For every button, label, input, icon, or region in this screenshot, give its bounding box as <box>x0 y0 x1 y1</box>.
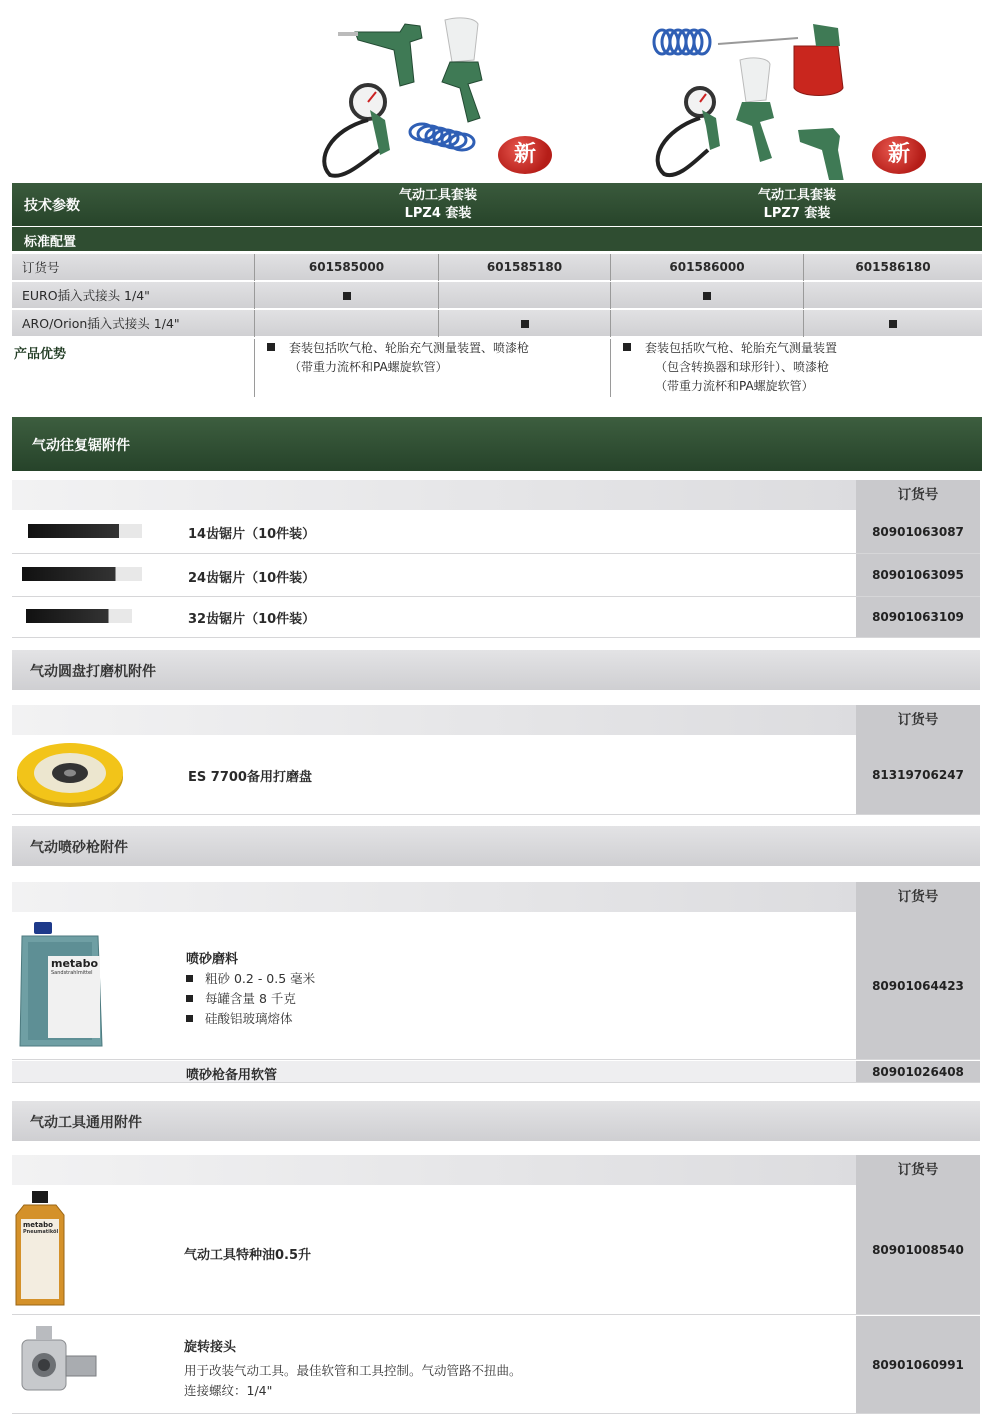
check-mark-icon <box>889 320 897 328</box>
item-name: 32齿锯片（10件装） <box>188 612 316 627</box>
saw-blade-image <box>26 609 132 623</box>
new-badge-lpz4: 新 <box>498 136 552 174</box>
check-mark-icon <box>703 292 711 300</box>
spec-header <box>12 183 982 226</box>
mark-cell <box>438 310 610 337</box>
item-name: ES 7700备用打磨盘 <box>188 770 312 785</box>
spec-title: 技术参数 <box>24 198 80 214</box>
section-saw-title: 气动往复锯附件 <box>12 417 982 471</box>
oil-row <box>12 1185 980 1315</box>
swivel-joint-image <box>16 1322 102 1408</box>
item-name: 24齿锯片（10件装） <box>188 571 316 586</box>
canister-label <box>48 956 100 1038</box>
order-number: 601586000 <box>610 254 803 281</box>
abrasive-canister-image <box>18 922 104 1050</box>
check-mark-icon <box>521 320 529 328</box>
abrasive-row <box>12 912 980 1060</box>
swivel-description: 用于改装气动工具。最佳软管和工具控制。气动管路不扭曲。 <box>184 1363 522 1378</box>
advantage-lpz4: 套装包括吹气枪、轮胎充气测量装置、喷漆枪 （带重力流杯和PA螺旋软管） <box>254 339 610 397</box>
standard-config-label: 标准配置 <box>12 227 982 251</box>
general-order-header <box>12 1155 980 1185</box>
order-header: 订货号 <box>856 480 980 510</box>
canister-brand: metabo <box>51 957 99 970</box>
mark-cell <box>254 282 438 309</box>
abrasive-bullet: 粗砂 0.2 - 0.5 毫米 <box>186 969 315 989</box>
order-number: 80901060991 <box>856 1316 980 1413</box>
canister-subtitle: Sandstrahlmittel <box>51 970 93 976</box>
row-label: EURO插入式接头 1/4" <box>22 288 150 303</box>
mark-cell <box>438 282 610 309</box>
kit-lpz7-heading: 气动工具套装 LPZ7 套装 <box>757 188 836 221</box>
saw-blade-image <box>28 524 142 538</box>
sandblast-order-header <box>12 882 980 912</box>
order-number: 80901008540 <box>856 1185 980 1314</box>
hose-row <box>12 1061 980 1083</box>
kit-lpz7-image <box>648 10 868 180</box>
section-general-title: 气动工具通用附件 <box>12 1101 980 1141</box>
abrasive-bullet: 硅酸铝玻璃熔体 <box>186 1009 315 1029</box>
order-number: 80901026408 <box>856 1061 980 1082</box>
order-header: 订货号 <box>856 882 980 912</box>
saw-order-header <box>12 480 980 510</box>
mark-cell <box>610 310 803 337</box>
sanding-pad-row <box>12 735 980 815</box>
saw-blade-32 <box>12 597 980 638</box>
item-name: 14齿锯片（10件装） <box>188 527 316 542</box>
oil-label <box>21 1219 59 1299</box>
new-badge-lpz7: 新 <box>872 136 926 174</box>
row-label: ARO/Orion插入式接头 1/4" <box>22 316 180 331</box>
order-number: 601585180 <box>438 254 610 281</box>
product-advantage <box>12 335 982 397</box>
oil-brand: metabo <box>23 1221 53 1229</box>
spec-row-aro <box>12 310 982 337</box>
bullet-icon <box>267 343 275 351</box>
order-number: 80901063109 <box>856 597 980 637</box>
advantage-lpz7: 套装包括吹气枪、轮胎充气测量装置 （包含转换器和球形针）、喷漆枪 （带重力流杯和PA螺旋软管） <box>610 339 982 397</box>
item-name: 气动工具特种油0.5升 <box>184 1248 312 1263</box>
saw-blade-24 <box>12 554 980 597</box>
order-number: 80901064423 <box>856 912 980 1059</box>
order-header: 订货号 <box>856 1155 980 1185</box>
swivel-name: 旋转接头 <box>184 1340 237 1355</box>
sanding-pad-image <box>16 739 124 809</box>
abrasive-name: 喷砂磨料 <box>186 952 239 967</box>
mark-cell <box>254 310 438 337</box>
bullet-icon <box>623 343 631 351</box>
sander-order-header <box>12 705 980 735</box>
kit-lpz4-heading: 气动工具套装 LPZ4 套装 <box>398 188 477 221</box>
mark-cell <box>610 282 803 309</box>
order-number: 81319706247 <box>856 735 980 814</box>
oil-subtitle: Pneumatiköl <box>23 1229 59 1235</box>
oil-bottle-image <box>14 1191 66 1309</box>
section-sandblast-title: 气动喷砂枪附件 <box>12 826 980 866</box>
order-number: 80901063095 <box>856 554 980 596</box>
mark-cell <box>803 310 982 337</box>
abrasive-bullet: 每罐含量 8 千克 <box>186 989 315 1009</box>
swivel-thread: 连接螺纹：1/4" <box>184 1383 273 1398</box>
mark-cell <box>803 282 982 309</box>
order-header: 订货号 <box>856 705 980 735</box>
order-number: 80901063087 <box>856 510 980 553</box>
item-name: 喷砂枪备用软管 <box>186 1068 278 1083</box>
order-number: 601585000 <box>254 254 438 281</box>
saw-blade-14 <box>12 510 980 554</box>
spec-row-euro <box>12 282 982 309</box>
saw-blade-image <box>22 567 142 581</box>
swivel-row <box>12 1316 980 1414</box>
section-sander-title: 气动圆盘打磨机附件 <box>12 650 980 690</box>
advantage-label: 产品优势 <box>14 347 67 362</box>
order-label: 订货号 <box>22 260 60 275</box>
order-number-row <box>12 254 982 281</box>
check-mark-icon <box>343 292 351 300</box>
order-number: 601586180 <box>803 254 982 281</box>
